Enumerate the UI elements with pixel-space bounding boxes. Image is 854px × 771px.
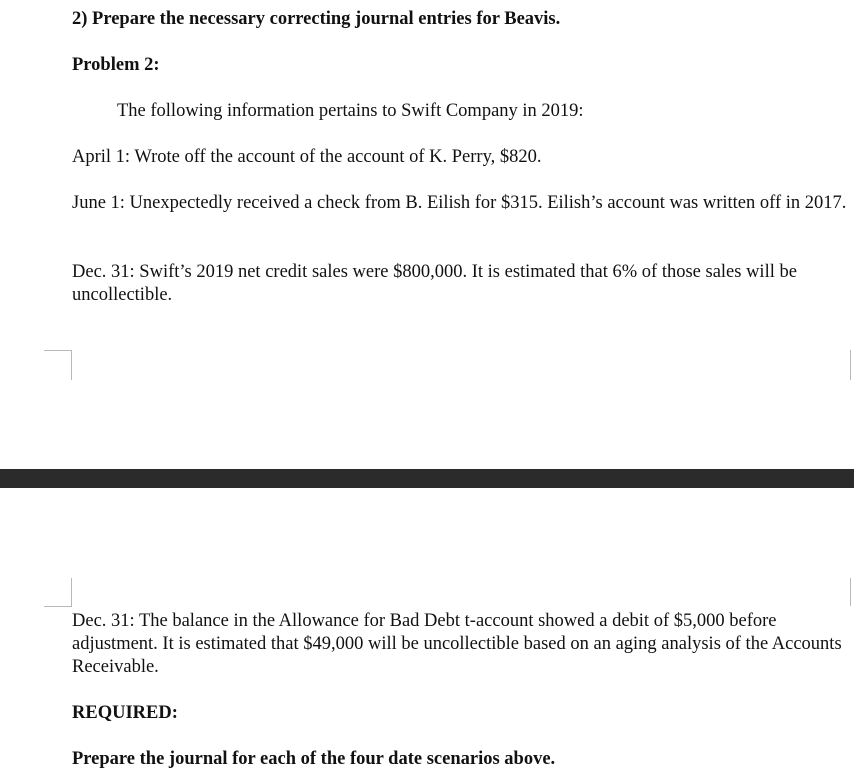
crop-mark-bottom-left	[44, 606, 72, 607]
question-2-heading: 2) Prepare the necessary correcting journal entries for Beavis.	[72, 9, 561, 29]
crop-mark-top-right	[850, 350, 851, 380]
crop-mark-bottom-left-side	[71, 578, 72, 606]
problem-intro: The following information pertains to Swift Company in 2019:	[117, 101, 584, 121]
april-entry: April 1: Wrote off the account of the account of K. Perry, $820.	[72, 147, 542, 167]
dec-allowance-entry: Dec. 31: The balance in the Allowance for Bad Debt t-account showed a debit of $5,000 before adjustment. It is estimated that $49,000 will be uncollectible based on an aging analysis of the Accounts Receivable.	[72, 611, 842, 677]
june-entry: June 1: Unexpectedly received a check from B. Eilish for $315. Eilish’s account was written off in 2017.	[72, 193, 847, 213]
required-heading: REQUIRED:	[72, 703, 178, 723]
page-break-divider	[0, 469, 854, 488]
problem-2-heading: Problem 2:	[72, 55, 160, 75]
crop-mark-top-left	[44, 350, 72, 351]
crop-mark-bottom-right	[850, 578, 851, 606]
dec-sales-entry: Dec. 31: Swift’s 2019 net credit sales were $800,000. It is estimated that 6% of those sales will be uncollectible.	[72, 262, 797, 305]
required-instruction: Prepare the journal for each of the four date scenarios above.	[72, 749, 556, 769]
crop-mark-top-left-side	[71, 350, 72, 380]
